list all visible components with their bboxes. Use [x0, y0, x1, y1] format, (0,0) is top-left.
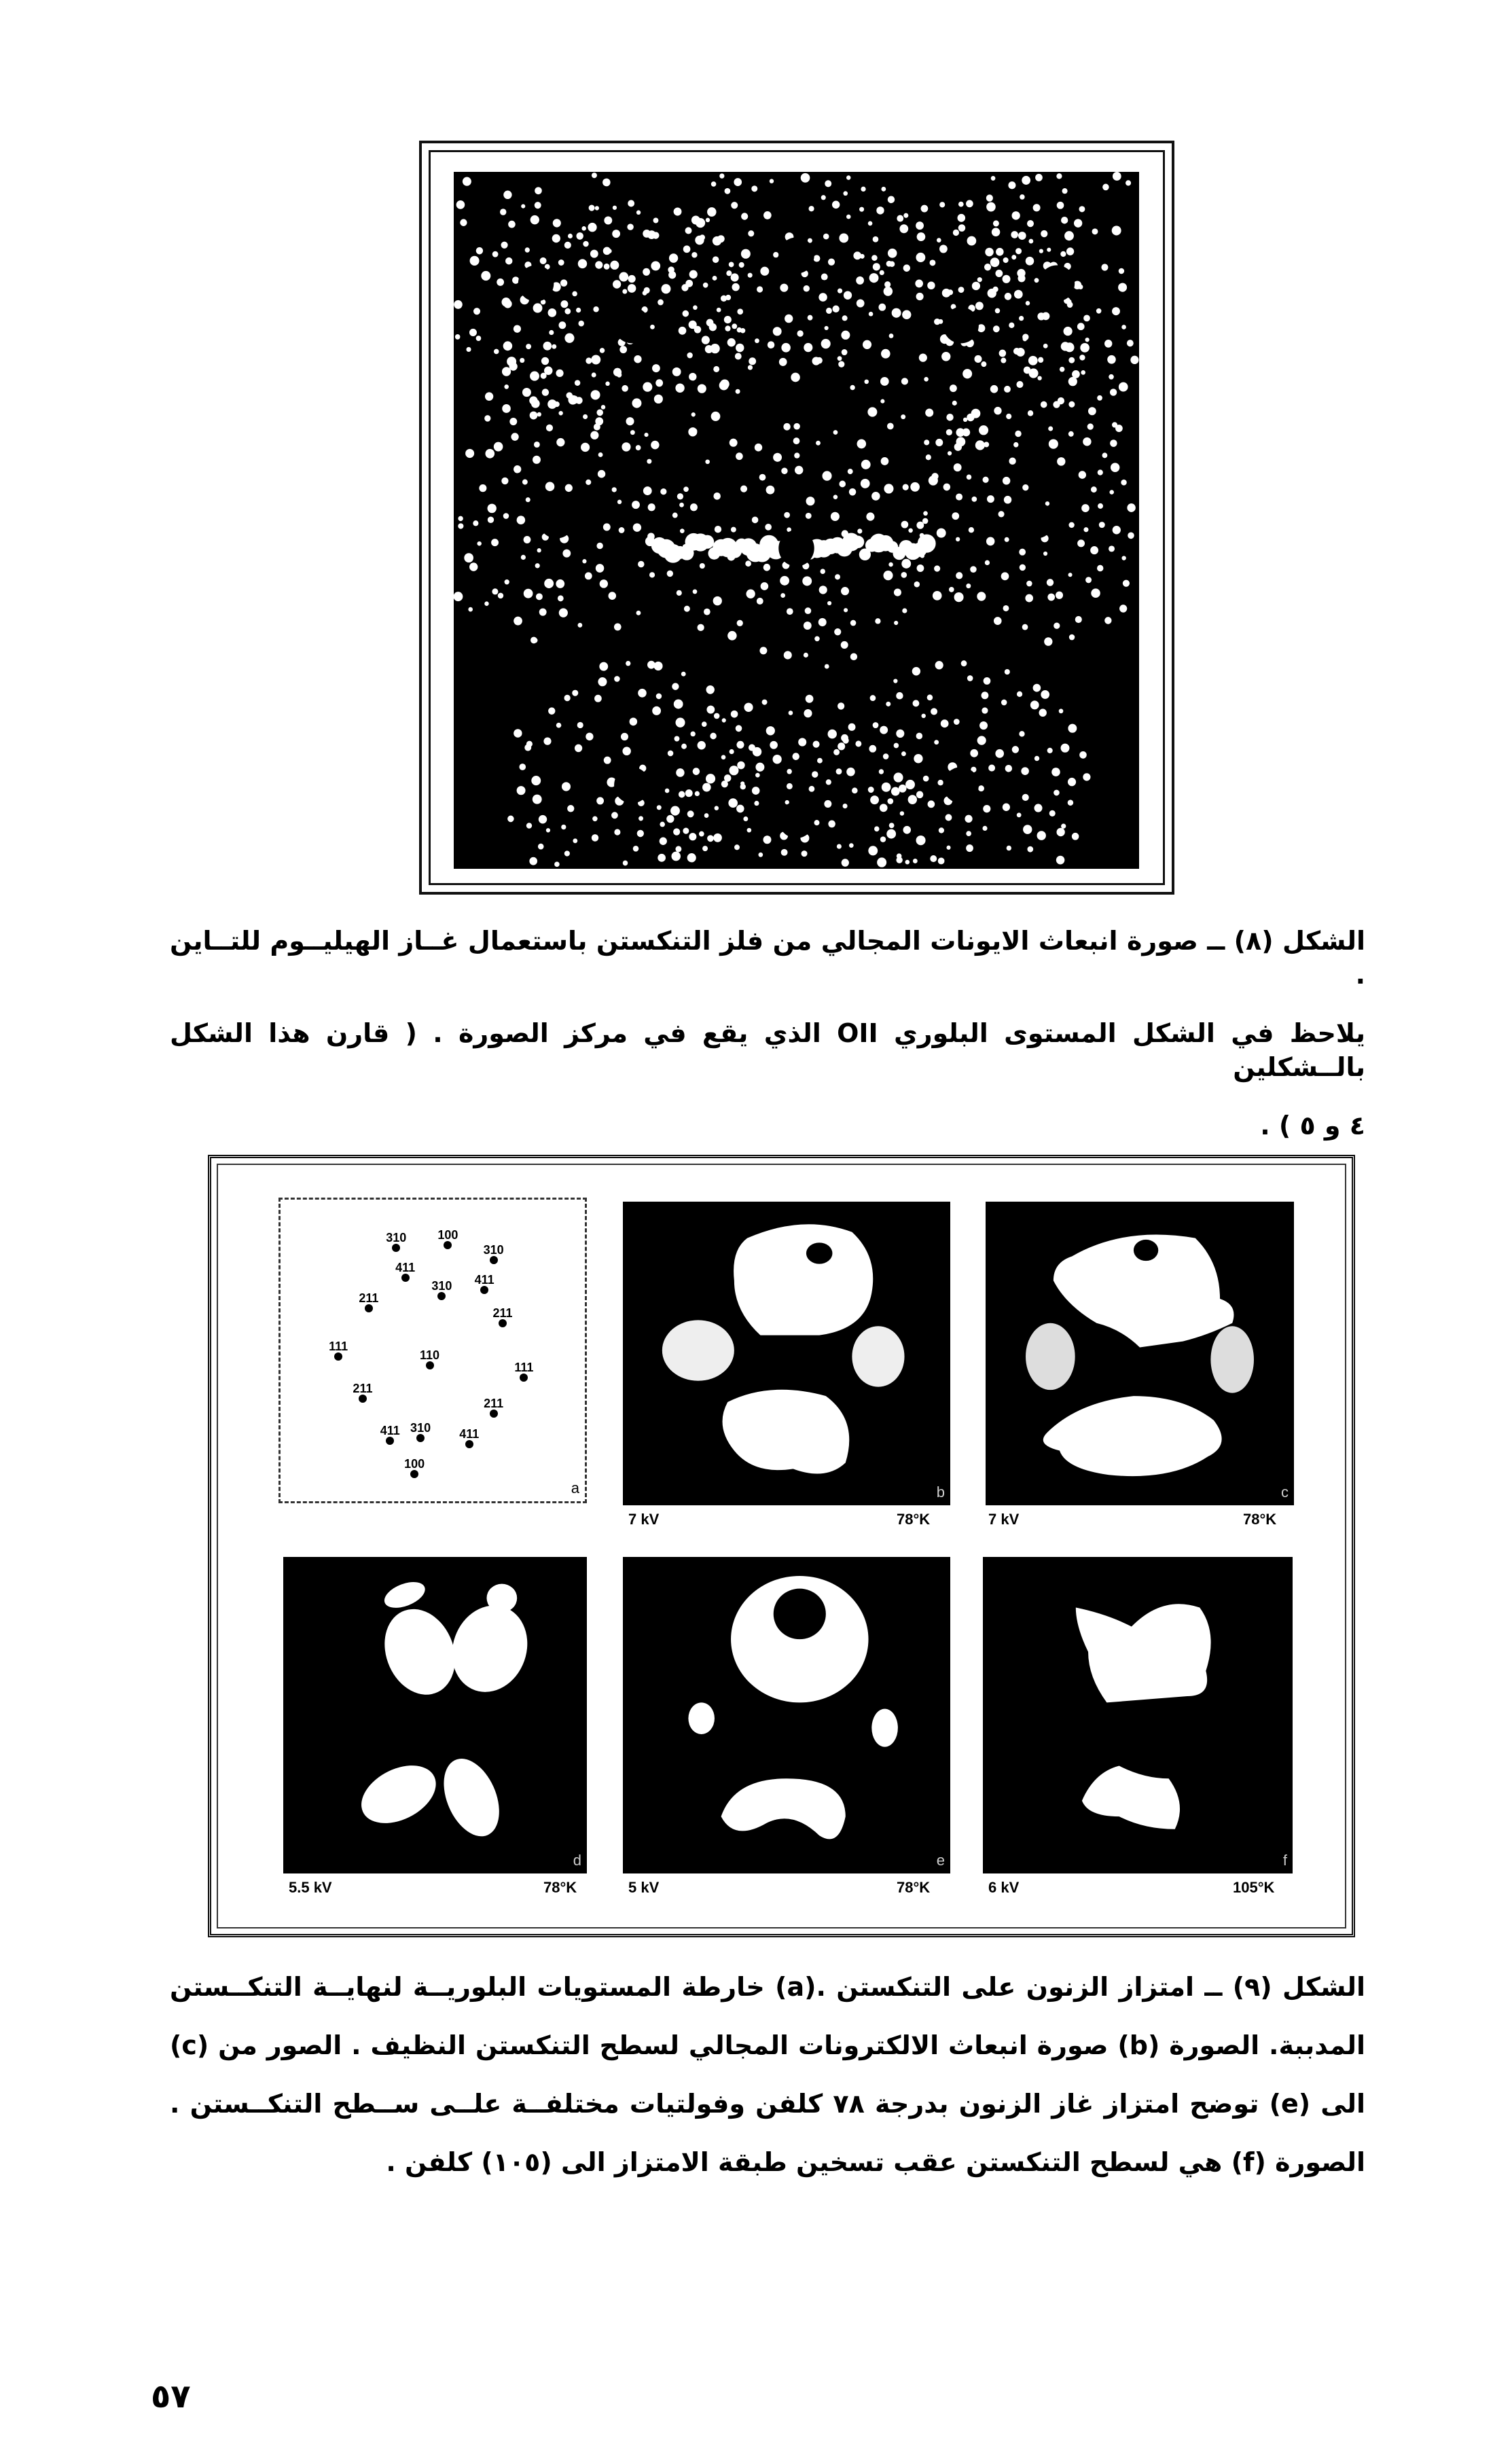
panel-letter: a — [571, 1479, 579, 1496]
plane-index-label: 100 — [404, 1456, 425, 1471]
figure-8-caption-line: الشكل (٨) ــ صورة انبعاث الايونات المجالي من فلز التنكستن باستعمال غــاز الهيليــوم للتــاين . — [170, 926, 1366, 990]
figure-9-caption-line: الشكل (٩) ــ امتزاز الزنون على التنكستن .(a) خارطة المستويات البلوريــة لنهايــة التنكــستن — [170, 1972, 1365, 2002]
plane-index-label: 211 — [484, 1397, 504, 1411]
figure-9-caption — [170, 1970, 1365, 2204]
figure-8-caption — [170, 924, 1365, 1167]
plane-index-label: 310 — [483, 1242, 504, 1257]
plane-index-label: 310 — [410, 1420, 431, 1435]
emission-panel-e — [623, 1557, 950, 1873]
figure-8-caption-line: يلاحظ في الشكل المستوى البلوري OII الذي يقع في مركز الصورة . ( قارن هذا الشكل بالــشكلين — [170, 1018, 1365, 1082]
plane-index-label: 411 — [474, 1272, 494, 1287]
plane-index-label: 211 — [359, 1291, 379, 1305]
emission-panel-b — [623, 1202, 950, 1505]
plane-index-label: 310 — [431, 1278, 452, 1293]
temperature-label: 105°K — [1233, 1879, 1275, 1896]
plane-index-label: 411 — [380, 1423, 400, 1437]
plane-index-label: 211 — [353, 1381, 373, 1395]
plane-index-label: 411 — [395, 1261, 416, 1275]
panel-letter: c — [1281, 1484, 1289, 1501]
plane-index-label: 310 — [386, 1230, 407, 1244]
temperature-label: 78°K — [897, 1511, 931, 1528]
plane-index-label: 111 — [329, 1339, 348, 1353]
temperature-label: 78°K — [1243, 1511, 1277, 1528]
voltage-label: 7 kV — [988, 1511, 1020, 1528]
plane-index-label: 411 — [459, 1427, 480, 1441]
panel-letter: b — [936, 1484, 945, 1501]
panel-letter: f — [1282, 1852, 1287, 1869]
plane-index-label: 110 — [419, 1348, 440, 1362]
plane-map-panel — [278, 1198, 587, 1503]
plane-index-label: 211 — [492, 1306, 513, 1320]
plane-index-label: 100 — [437, 1227, 458, 1242]
emission-panel-f — [983, 1557, 1293, 1873]
figure-8-caption-line: ٤ و ٥ ) . — [1260, 1111, 1365, 1141]
voltage-label: 6 kV — [988, 1879, 1020, 1896]
panel-letter: d — [573, 1852, 581, 1869]
temperature-label: 78°K — [897, 1879, 931, 1896]
plane-index-label: 111 — [514, 1360, 534, 1374]
voltage-label: 5.5 kV — [289, 1879, 332, 1896]
figure-9-caption-line: الصورة (f) هي لسطح التنكستن عقب تسخين طبقة الامتزاز الى (١٠٥) كلفن . — [386, 2147, 1365, 2177]
figure-9-caption-line: الى (e) توضح امتزاز غاز الزنون بدرجة ٧٨ كلفن وفولتيات مختلفــة علــى ســطح التنكــستن . — [170, 2089, 1365, 2119]
emission-panel-d — [283, 1557, 587, 1873]
voltage-label: 5 kV — [628, 1879, 660, 1896]
temperature-label: 78°K — [543, 1879, 577, 1896]
panel-letter: e — [936, 1852, 945, 1869]
figure-9-caption-line: المدببة. الصورة (b) صورة انبعاث الالكترونات المجالي لسطح التنكستن النظيف . الصور من (c) — [170, 2030, 1365, 2060]
page-number: ٥٧ — [151, 2378, 191, 2416]
emission-panel-c — [986, 1202, 1294, 1505]
voltage-label: 7 kV — [628, 1511, 660, 1528]
field-ion-microscope-image — [454, 172, 1139, 869]
